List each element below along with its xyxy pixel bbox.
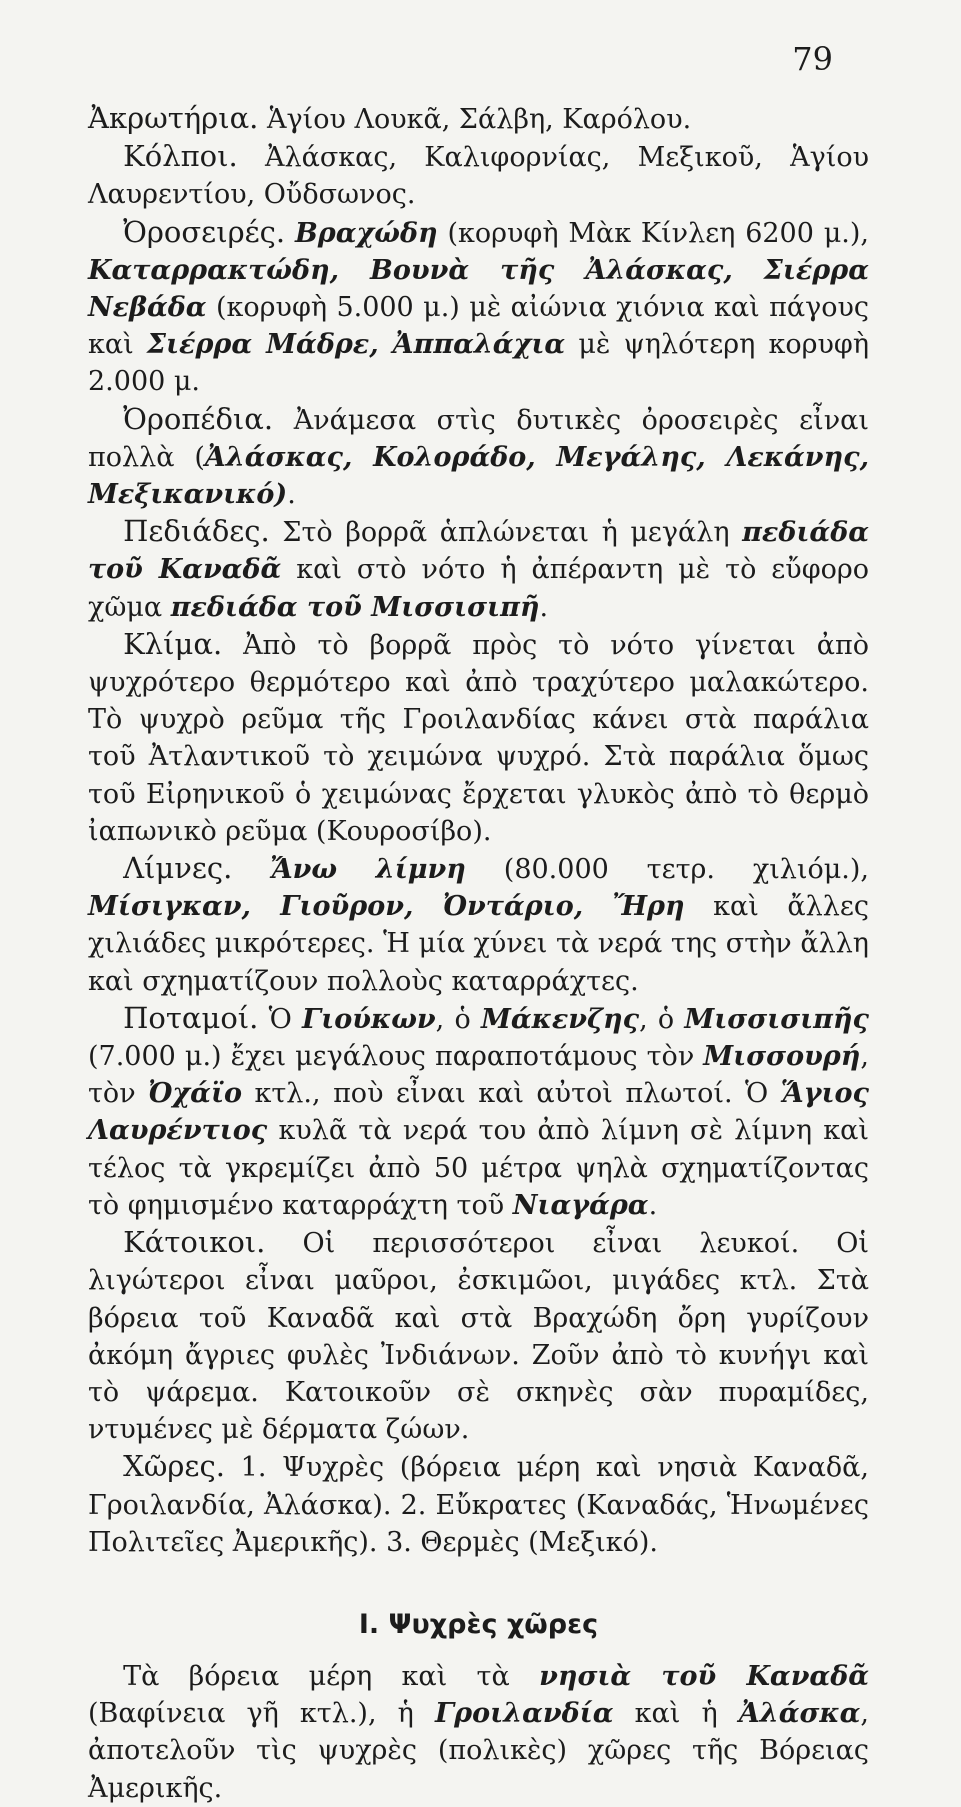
- emphasized-term: πεδιάδα τοῦ Καναδᾶ: [88, 517, 869, 586]
- text-run: , ὁ: [435, 1003, 481, 1035]
- paragraph-pediades: [88, 513, 869, 626]
- text-run: .: [287, 479, 296, 511]
- emphasized-term: Γιούκων: [302, 1003, 436, 1035]
- text-run: , ὁ: [639, 1003, 685, 1035]
- emphasized-term: πεδιάδα τοῦ Μισσισιπῆ: [170, 591, 540, 623]
- text-run: (7.000 μ.) ἔχει μεγάλους παραποτάμους τὸν: [88, 1041, 704, 1073]
- emphasized-term: Βραχώδη: [294, 217, 438, 249]
- text-run: Ἀλάσκας, Καλιφορνίας, Μεξικοῦ, Ἁγίου Λαυρεντίου, Οὔδσωνος.: [88, 142, 869, 211]
- emphasized-term: Μισσουρή: [703, 1041, 861, 1073]
- text-run: , ἀποτελοῦν τὶς ψυχρὲς (πολικὲς) χῶρες τῆς Βόρειας Ἀμερικῆς.: [88, 1698, 870, 1804]
- emphasized-term: Ἀλάσκας, Κολοράδο, Μεγάλης, Λεκάνης, Μεξικανικό): [88, 441, 869, 511]
- section-title: Ι. Ψυχρὲς χῶρες: [358, 1608, 599, 1640]
- paragraph-katoikoi: [88, 1224, 869, 1448]
- text-run: μὲ ψηλότερη κορυφὴ 2.000 μ.: [88, 329, 869, 398]
- emphasized-term: Νιαγάρα: [512, 1189, 649, 1221]
- emphasized-term: νησιὰ τοῦ Καναδᾶ: [539, 1660, 869, 1692]
- text-run: (κορυφὴ 5.000 μ.) μὲ αἰώνια χιόνια καὶ πάγους καὶ: [88, 292, 869, 361]
- paragraph-oropedia: [88, 401, 869, 514]
- emphasized-term: Μάκενζης: [480, 1003, 640, 1035]
- paragraph-heading: Κλίμα.: [123, 626, 223, 661]
- paragraph-heading: Λίμνες.: [123, 851, 233, 886]
- text-run: κτλ., ποὺ εἶναι καὶ αὐτοὶ πλωτοί. Ὁ: [242, 1078, 781, 1110]
- emphasized-term: Μίσιγκαν, Γιοῦρον, Ὀντάριο, Ἤρη: [88, 891, 685, 923]
- paragraph-akrotiria: [88, 100, 869, 138]
- emphasized-term: Μισσισιπῆς: [684, 1003, 869, 1035]
- text-run: .: [539, 591, 549, 623]
- text-run: Ἀπὸ τὸ βορρᾶ πρὸς τὸ νότο γίνεται ἀπὸ ψυχρότερο θερμότερο καὶ ἀπὸ τραχύτερο μαλακώτερο. Τὸ ψυχρὸ ρεῦμα τῆς Γροιλανδίας κάνει στὰ παράλια τοῦ Ἀτλαντικοῦ τὸ χειμώνα ψυχρό. Στὰ παράλια ὅμως τοῦ Εἰρηνικοῦ ὁ χειμώνας ἔρχεται γλυκὸς ἀπὸ τὸ θερμὸ ἰαπωνικὸ ρεῦμα (Κουροσίβο).: [88, 629, 869, 847]
- text-run: (Βαφίνεια γῆ κτλ.), ἡ: [88, 1698, 436, 1730]
- text-run: Οἱ περισσότεροι εἶναι λευκοί. Οἱ λιγώτεροι εἶναι μαῦροι, ἐσκιμῶοι, μιγάδες κτλ. Στὰ βόρεια τοῦ Καναδᾶ καὶ στὰ Βραχώδη ὄρη γυρίζουν ἀκόμη ἄγριες φυλὲς Ἰνδιάνων. Ζοῦν ἀπὸ τὸ κυνήγι καὶ τὸ ψάρεμα. Κατοικοῦν σὲ σκηνὲς σὰν πυραμίδες, ντυμένες μὲ δέρματα ζώων.: [88, 1228, 869, 1446]
- text-run: Ἀνάμεσα στὶς δυτικὲς ὀροσειρὲς εἶναι πολλὰ (: [88, 404, 869, 473]
- paragraph-heading: Ὀροσειρές.: [123, 214, 286, 249]
- emphasized-term: Σιέρρα Μάδρε, Ἀππαλάχια: [146, 329, 566, 361]
- text-run: [232, 854, 270, 885]
- text-run: Ἁγίου Λουκᾶ, Σάλβη, Καρόλου.: [258, 104, 692, 135]
- text-run: Τὰ βόρεια μέρη καὶ τὰ: [123, 1660, 540, 1692]
- text-run: καὶ στὸ νότο ἡ ἀπέραντη μὲ τὸ εὔφορο χῶμα: [88, 554, 869, 623]
- text-run: 1. Ψυχρὲς (βόρεια μέρη καὶ νησιὰ Καναδᾶ, Γροιλανδία, Ἀλάσκα). 2. Εὔκρατες (Καναδάς, Ἡνωμένες Πολιτεῖες Ἀμερικῆς). 3. Θερμὲς (Μεξικό).: [88, 1452, 869, 1558]
- body-text: [88, 100, 869, 1561]
- text-run: καὶ ἄλλες χιλιάδες μικρότερες. Ἡ μία χύνει τὰ νερά της στὴν ἄλλη καὶ σχηματίζουν πολλοὺς καταρράχτες.: [88, 891, 869, 997]
- text-run: , τὸν: [88, 1041, 869, 1110]
- emphasized-term: Καταρρακτώδη, Βουνὰ τῆς Ἀλάσκας, Σιέρρα Νεβάδα: [88, 254, 869, 324]
- paragraph-klima: [88, 626, 869, 850]
- paragraph-psychres-chores: [88, 1658, 869, 1807]
- paragraph-limnes: [88, 850, 869, 1000]
- paragraph-heading: Πεδιάδες.: [123, 514, 270, 549]
- emphasized-term: Ἅγιος Λαυρέντιος: [88, 1078, 869, 1147]
- page-number: 79: [792, 40, 833, 78]
- text-run: κυλᾶ τὰ νερά του ἀπὸ λίμνη σὲ λίμνη καὶ τέλος τὰ γκρεμίζει ἀπὸ 50 μέτρα ψηλὰ σχηματίζοντας τὸ φημισμένο καταρράχτη τοῦ: [88, 1115, 869, 1221]
- text-run: .: [648, 1189, 658, 1221]
- emphasized-term: Ὀχάϊο: [148, 1078, 243, 1110]
- text-run: Ὁ: [258, 1003, 303, 1035]
- emphasized-term: Ἄνω λίμνη: [270, 854, 466, 886]
- paragraph-heading: Κάτοικοι.: [123, 1225, 266, 1260]
- paragraph-heading: Χῶρες.: [123, 1449, 225, 1484]
- paragraph-potamoi: [88, 1000, 869, 1224]
- paragraph-oroseires: [88, 214, 869, 401]
- paragraph-heading: Κόλποι.: [123, 139, 238, 174]
- paragraph-chores: [88, 1448, 869, 1561]
- paragraph-heading: Ἀκρωτήρια.: [88, 101, 259, 135]
- paragraph-kolpoi: [88, 138, 869, 213]
- emphasized-term: Γροιλανδία: [435, 1698, 614, 1730]
- text-run: καὶ ἡ: [613, 1698, 739, 1730]
- paragraph-heading: Ποταμοί.: [123, 1000, 259, 1035]
- emphasized-term: Ἀλάσκα: [738, 1698, 861, 1730]
- text-run: (κορυφὴ Μὰκ Κίνλεη 6200 μ.),: [437, 217, 869, 249]
- text-run: (80.000 τετρ. χιλιόμ.),: [465, 854, 869, 886]
- text-run: Στὸ βορρᾶ ἁπλώνεται ἡ μεγάλη: [269, 517, 743, 549]
- paragraph-heading: Ὀροπέδια.: [123, 401, 274, 436]
- text-run: [285, 218, 295, 249]
